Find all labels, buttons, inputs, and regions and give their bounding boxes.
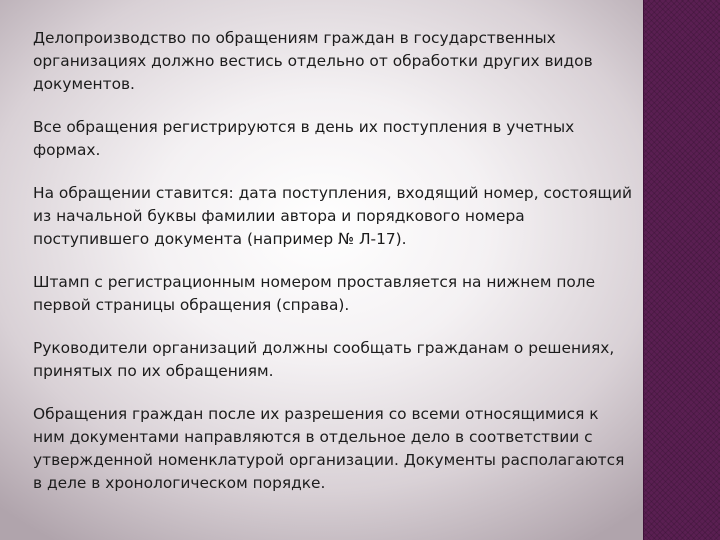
paragraph-1: Делопроизводство по обращениям граждан в государственных организациях должно вестись отдельно от обработки других видов документов. (33, 29, 593, 93)
paragraph-5: Руководители организаций должны сообщать гражданам о решениях, принятых по их обращениям. (33, 339, 615, 380)
text-body (33, 27, 633, 515)
paragraph-4: Штамп с регистрационным номером проставляется на нижнем поле первой страницы обращения (справа). (33, 273, 596, 314)
decorative-side-bar (643, 0, 720, 540)
paragraph-3: На обращении ставится: дата поступления, входящий номер, состоящий из начальной буквы фамилии автора и порядкового номера поступившего документа (например № Л-17). (33, 184, 632, 248)
paragraph-2: Все обращения регистрируются в день их поступления в учетных формах. (33, 118, 575, 159)
paragraph-6: Обращения граждан после их разрешения со всеми относящимися к ним документами направляются в отдельное дело в соответствии с утвержденной номенклатурой организации. Документы располагаются в деле в хронологическом порядке. (33, 405, 625, 492)
